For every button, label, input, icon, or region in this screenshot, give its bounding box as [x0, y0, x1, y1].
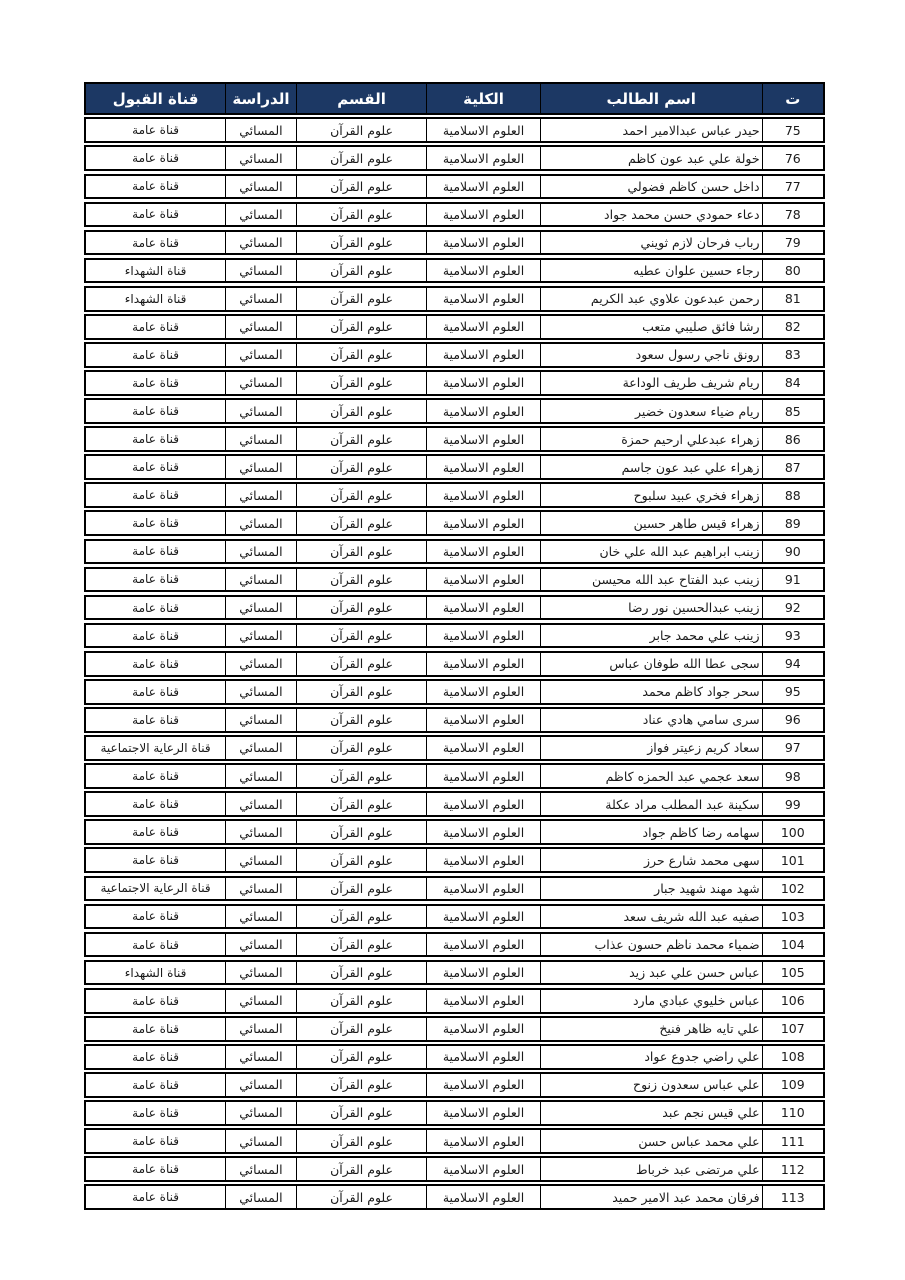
- row-number-cell: 87: [784, 459, 801, 475]
- admission-channel-cell: قناة عامة: [86, 709, 226, 731]
- admission-channel-cell: قناة عامة: [86, 512, 226, 534]
- department-cell: علوم القرآن: [297, 204, 427, 226]
- department-cell: علوم القرآن: [297, 821, 427, 843]
- table-row: [84, 370, 825, 396]
- department-cell: علوم القرآن: [297, 849, 427, 871]
- row-number-cell: 102: [780, 880, 805, 896]
- student-name-cell: زهراء قيس طاهر حسين: [541, 512, 763, 534]
- college-cell: العلوم الاسلامية: [427, 1102, 540, 1124]
- student-name-cell: دعاء حمودي حسن محمد جواد: [541, 204, 763, 226]
- study-type-cell: المسائي: [226, 849, 297, 871]
- admission-channel-cell: قناة عامة: [86, 1018, 226, 1040]
- admission-channel-cell: قناة عامة: [86, 597, 226, 619]
- row-number-cell: 79: [784, 235, 801, 251]
- department-cell: علوم القرآن: [297, 1018, 427, 1040]
- table-row: [84, 1016, 825, 1042]
- department-cell: علوم القرآن: [297, 1046, 427, 1068]
- college-cell: العلوم الاسلامية: [427, 119, 540, 141]
- row-number-cell: 75: [784, 122, 801, 138]
- college-cell: العلوم الاسلامية: [427, 849, 540, 871]
- admission-channel-cell: قناة الرعاية الاجتماعية: [86, 737, 226, 759]
- admission-channel-cell: قناة عامة: [86, 681, 226, 703]
- admission-channel-cell: قناة عامة: [86, 316, 226, 338]
- college-cell: العلوم الاسلامية: [427, 878, 540, 900]
- table-row: [84, 763, 825, 789]
- row-number-cell: 81: [784, 291, 801, 307]
- admission-channel-cell: قناة عامة: [86, 372, 226, 394]
- admission-channel-cell: قناة عامة: [86, 821, 226, 843]
- department-cell: علوم القرآن: [297, 625, 427, 647]
- table-row: [84, 1156, 825, 1182]
- study-type-cell: المسائي: [226, 681, 297, 703]
- admission-channel-cell: قناة الشهداء: [86, 288, 226, 310]
- study-type-cell: المسائي: [226, 400, 297, 422]
- department-cell: علوم القرآن: [297, 1186, 427, 1208]
- table-row: [84, 791, 825, 817]
- study-type-cell: المسائي: [226, 1046, 297, 1068]
- study-type-cell: المسائي: [226, 597, 297, 619]
- department-cell: علوم القرآن: [297, 512, 427, 534]
- student-name-cell: زهراء فخري عبيد سلبوح: [541, 484, 763, 506]
- table-row: [84, 1184, 825, 1210]
- header-number: ت: [785, 89, 801, 108]
- college-cell: العلوم الاسلامية: [427, 1186, 540, 1208]
- student-name-cell: علي قيس نجم عبد: [541, 1102, 763, 1124]
- student-name-cell: سهامه رضا كاظم جواد: [541, 821, 763, 843]
- student-name-cell: عباس حسن علي عبد زيد: [541, 962, 763, 984]
- student-name-cell: رحمن عبدعون علاوي عبد الكريم: [541, 288, 763, 310]
- student-name-cell: سحر جواد كاظم محمد: [541, 681, 763, 703]
- table-row: [84, 117, 825, 143]
- student-name-cell: فرقان محمد عبد الامير حميد: [541, 1186, 763, 1208]
- row-number-cell: 104: [780, 937, 805, 952]
- row-number-cell: 98: [784, 768, 801, 784]
- table-row: [84, 707, 825, 733]
- college-cell: العلوم الاسلامية: [427, 1046, 540, 1068]
- student-name-cell: علي مرتضى عبد خرباط: [541, 1158, 763, 1180]
- study-type-cell: المسائي: [226, 428, 297, 450]
- department-cell: علوم القرآن: [297, 1102, 427, 1124]
- row-number-cell: 86: [784, 431, 801, 447]
- students-table: [84, 82, 825, 1210]
- college-cell: العلوم الاسلامية: [427, 990, 540, 1012]
- table-row: [84, 286, 825, 312]
- header-department: القسم: [297, 84, 427, 113]
- table-row: [84, 426, 825, 452]
- table-row: [84, 847, 825, 873]
- department-cell: علوم القرآن: [297, 147, 427, 169]
- study-type-cell: المسائي: [226, 906, 297, 928]
- row-number-cell: 95: [784, 684, 801, 700]
- student-name-cell: علي محمد عباس حسن: [541, 1130, 763, 1152]
- college-cell: العلوم الاسلامية: [427, 232, 540, 254]
- row-number-cell: 108: [780, 1049, 805, 1065]
- study-type-cell: المسائي: [226, 625, 297, 647]
- table-row: [84, 735, 825, 761]
- row-number-cell: 94: [784, 656, 801, 672]
- admission-channel-cell: قناة عامة: [86, 400, 226, 422]
- table-row: [84, 510, 825, 536]
- student-name-cell: زهراء علي عبد عون جاسم: [541, 456, 763, 478]
- college-cell: العلوم الاسلامية: [427, 1074, 540, 1096]
- college-cell: العلوم الاسلامية: [427, 372, 540, 394]
- department-cell: علوم القرآن: [297, 709, 427, 731]
- admission-channel-cell: قناة عامة: [86, 793, 226, 815]
- college-cell: العلوم الاسلامية: [427, 681, 540, 703]
- study-type-cell: المسائي: [226, 709, 297, 731]
- admission-channel-cell: قناة عامة: [86, 1046, 226, 1068]
- college-cell: العلوم الاسلامية: [427, 344, 540, 366]
- study-type-cell: المسائي: [226, 765, 297, 787]
- study-type-cell: المسائي: [226, 934, 297, 956]
- student-name-cell: سعاد كريم زعيتر فواز: [541, 737, 763, 759]
- department-cell: علوم القرآن: [297, 316, 427, 338]
- department-cell: علوم القرآن: [297, 1158, 427, 1180]
- study-type-cell: المسائي: [226, 456, 297, 478]
- college-cell: العلوم الاسلامية: [427, 512, 540, 534]
- study-type-cell: المسائي: [226, 147, 297, 169]
- student-name-cell: حيدر عباس عبدالامير احمد: [541, 119, 763, 141]
- student-name-cell: زينب عبد الفتاح عبد الله محيسن: [541, 569, 763, 591]
- table-row: [84, 1044, 825, 1070]
- study-type-cell: المسائي: [226, 1102, 297, 1124]
- row-number-cell: 112: [780, 1161, 805, 1177]
- table-row: [84, 1072, 825, 1098]
- college-cell: العلوم الاسلامية: [427, 1130, 540, 1152]
- college-cell: العلوم الاسلامية: [427, 204, 540, 226]
- table-row: [84, 342, 825, 368]
- student-name-cell: علي تايه ظاهر فنيخ: [541, 1018, 763, 1040]
- student-name-cell: سهى محمد شارع حرز: [541, 849, 763, 871]
- study-type-cell: المسائي: [226, 176, 297, 198]
- row-number-cell: 82: [784, 319, 801, 335]
- admission-channel-cell: قناة عامة: [86, 849, 226, 871]
- admission-channel-cell: قناة عامة: [86, 541, 226, 563]
- college-cell: العلوم الاسلامية: [427, 316, 540, 338]
- row-number-cell: 111: [780, 1133, 805, 1149]
- college-cell: العلوم الاسلامية: [427, 484, 540, 506]
- admission-channel-cell: قناة عامة: [86, 176, 226, 198]
- table-row: [84, 904, 825, 930]
- row-number-cell: 91: [784, 571, 801, 587]
- college-cell: العلوم الاسلامية: [427, 147, 540, 169]
- department-cell: علوم القرآن: [297, 737, 427, 759]
- table-row: [84, 482, 825, 508]
- college-cell: العلوم الاسلامية: [427, 569, 540, 591]
- row-number-cell: 103: [780, 908, 805, 924]
- admission-channel-cell: قناة عامة: [86, 484, 226, 506]
- table-row: [84, 595, 825, 621]
- admission-channel-cell: قناة عامة: [86, 653, 226, 675]
- table-row: [84, 932, 825, 958]
- student-name-cell: زينب عبدالحسين نور رضا: [541, 597, 763, 619]
- student-name-cell: سكينة عبد المطلب مراد عكلة: [541, 793, 763, 815]
- row-number-cell: 100: [780, 824, 805, 840]
- admission-channel-cell: قناة عامة: [86, 569, 226, 591]
- department-cell: علوم القرآن: [297, 400, 427, 422]
- college-cell: العلوم الاسلامية: [427, 906, 540, 928]
- study-type-cell: المسائي: [226, 1074, 297, 1096]
- row-number-cell: 92: [784, 600, 801, 616]
- row-number-cell: 88: [784, 487, 801, 503]
- college-cell: العلوم الاسلامية: [427, 765, 540, 787]
- row-number-cell: 85: [784, 403, 801, 419]
- admission-channel-cell: قناة عامة: [86, 765, 226, 787]
- college-cell: العلوم الاسلامية: [427, 176, 540, 198]
- row-number-cell: 90: [784, 543, 801, 559]
- college-cell: العلوم الاسلامية: [427, 541, 540, 563]
- admission-channel-cell: قناة عامة: [86, 934, 226, 956]
- row-number-cell: 110: [780, 1105, 805, 1121]
- admission-channel-cell: قناة عامة: [86, 119, 226, 141]
- student-name-cell: زهراء عبدعلي ارحيم حمزة: [541, 428, 763, 450]
- admission-channel-cell: قناة عامة: [86, 204, 226, 226]
- table-row: [84, 454, 825, 480]
- department-cell: علوم القرآن: [297, 260, 427, 282]
- header-admission-channel: قناة القبول: [86, 84, 226, 113]
- row-number-cell: 99: [784, 796, 801, 812]
- study-type-cell: المسائي: [226, 737, 297, 759]
- table-row: [84, 960, 825, 986]
- college-cell: العلوم الاسلامية: [427, 653, 540, 675]
- admission-channel-cell: قناة عامة: [86, 232, 226, 254]
- college-cell: العلوم الاسلامية: [427, 821, 540, 843]
- study-type-cell: المسائي: [226, 793, 297, 815]
- admission-channel-cell: قناة عامة: [86, 428, 226, 450]
- college-cell: العلوم الاسلامية: [427, 625, 540, 647]
- student-name-cell: داخل حسن كاظم فضولي: [541, 176, 763, 198]
- department-cell: علوم القرآن: [297, 765, 427, 787]
- department-cell: علوم القرآن: [297, 344, 427, 366]
- student-name-cell: رباب فرحان لازم ثويني: [541, 232, 763, 254]
- college-cell: العلوم الاسلامية: [427, 1018, 540, 1040]
- admission-channel-cell: قناة عامة: [86, 1130, 226, 1152]
- admission-channel-cell: قناة عامة: [86, 1158, 226, 1180]
- student-name-cell: شهد مهند شهيد جبار: [541, 878, 763, 900]
- department-cell: علوم القرآن: [297, 597, 427, 619]
- department-cell: علوم القرآن: [297, 456, 427, 478]
- table-row: [84, 398, 825, 424]
- student-name-cell: عباس خليوي عبادي مارد: [541, 990, 763, 1012]
- study-type-cell: المسائي: [226, 541, 297, 563]
- table-row: [84, 1100, 825, 1126]
- student-name-cell: رونق ناجي رسول سعود: [541, 344, 763, 366]
- study-type-cell: المسائي: [226, 316, 297, 338]
- row-number-cell: 113: [780, 1189, 805, 1205]
- study-type-cell: المسائي: [226, 1018, 297, 1040]
- study-type-cell: المسائي: [226, 653, 297, 675]
- table-header-row: [84, 82, 825, 115]
- row-number-cell: 84: [784, 375, 801, 391]
- table-row: [84, 202, 825, 228]
- department-cell: علوم القرآن: [297, 288, 427, 310]
- row-number-cell: 96: [784, 712, 801, 728]
- header-study-type: الدراسة: [226, 84, 297, 113]
- row-number-cell: 107: [780, 1021, 805, 1037]
- row-number-cell: 89: [784, 515, 801, 531]
- admission-channel-cell: قناة عامة: [86, 1186, 226, 1208]
- admission-channel-cell: قناة عامة: [86, 906, 226, 928]
- table-row: [84, 230, 825, 256]
- study-type-cell: المسائي: [226, 372, 297, 394]
- admission-channel-cell: قناة عامة: [86, 344, 226, 366]
- study-type-cell: المسائي: [226, 119, 297, 141]
- table-row: [84, 1128, 825, 1154]
- department-cell: علوم القرآن: [297, 878, 427, 900]
- college-cell: العلوم الاسلامية: [427, 962, 540, 984]
- admission-channel-cell: قناة الشهداء: [86, 260, 226, 282]
- department-cell: علوم القرآن: [297, 1130, 427, 1152]
- college-cell: العلوم الاسلامية: [427, 793, 540, 815]
- student-name-cell: ضمياء محمد ناظم حسون عذاب: [541, 934, 763, 956]
- row-number-cell: 105: [780, 965, 805, 981]
- header-college: الكلية: [427, 84, 540, 113]
- department-cell: علوم القرآن: [297, 541, 427, 563]
- department-cell: علوم القرآن: [297, 484, 427, 506]
- department-cell: علوم القرآن: [297, 962, 427, 984]
- admission-channel-cell: قناة عامة: [86, 1074, 226, 1096]
- department-cell: علوم القرآن: [297, 119, 427, 141]
- student-name-cell: رشا فائق صليبي متعب: [541, 316, 763, 338]
- student-name-cell: سرى سامي هادي عناد: [541, 709, 763, 731]
- row-number-cell: 80: [784, 263, 801, 279]
- admission-channel-cell: قناة الشهداء: [86, 962, 226, 984]
- department-cell: علوم القرآن: [297, 681, 427, 703]
- row-number-cell: 106: [780, 993, 805, 1009]
- study-type-cell: المسائي: [226, 878, 297, 900]
- student-name-cell: ريام ضياء سعدون خضير: [541, 400, 763, 422]
- admission-channel-cell: قناة عامة: [86, 147, 226, 169]
- study-type-cell: المسائي: [226, 484, 297, 506]
- student-name-cell: علي عباس سعدون زنوح: [541, 1074, 763, 1096]
- department-cell: علوم القرآن: [297, 569, 427, 591]
- department-cell: علوم القرآن: [297, 176, 427, 198]
- table-row: [84, 988, 825, 1014]
- table-row: [84, 539, 825, 565]
- department-cell: علوم القرآن: [297, 372, 427, 394]
- admission-channel-cell: قناة عامة: [86, 625, 226, 647]
- college-cell: العلوم الاسلامية: [427, 260, 540, 282]
- study-type-cell: المسائي: [226, 344, 297, 366]
- table-row: [84, 174, 825, 200]
- college-cell: العلوم الاسلامية: [427, 288, 540, 310]
- row-number-cell: 83: [784, 347, 801, 363]
- row-number-cell: 76: [784, 150, 801, 166]
- study-type-cell: المسائي: [226, 1186, 297, 1208]
- department-cell: علوم القرآن: [297, 934, 427, 956]
- row-number-cell: 97: [784, 740, 801, 756]
- study-type-cell: المسائي: [226, 1130, 297, 1152]
- study-type-cell: المسائي: [226, 990, 297, 1012]
- student-name-cell: علي راضي جدوع عواد: [541, 1046, 763, 1068]
- student-name-cell: ريام شريف طريف الوداعة: [541, 372, 763, 394]
- row-number-cell: 109: [780, 1077, 805, 1093]
- college-cell: العلوم الاسلامية: [427, 934, 540, 956]
- admission-channel-cell: قناة عامة: [86, 990, 226, 1012]
- row-number-cell: 101: [780, 852, 805, 868]
- table-row: [84, 258, 825, 284]
- study-type-cell: المسائي: [226, 204, 297, 226]
- college-cell: العلوم الاسلامية: [427, 428, 540, 450]
- college-cell: العلوم الاسلامية: [427, 737, 540, 759]
- college-cell: العلوم الاسلامية: [427, 1158, 540, 1180]
- study-type-cell: المسائي: [226, 962, 297, 984]
- admission-channel-cell: قناة عامة: [86, 456, 226, 478]
- study-type-cell: المسائي: [226, 512, 297, 534]
- table-row: [84, 651, 825, 677]
- student-name-cell: زينب ابراهيم عبد الله علي خان: [541, 541, 763, 563]
- student-name-cell: سعد عجمي عبد الحمزه كاظم: [541, 765, 763, 787]
- table-row: [84, 623, 825, 649]
- header-student-name: اسم الطالب: [541, 84, 763, 113]
- study-type-cell: المسائي: [226, 288, 297, 310]
- student-name-cell: صفيه عبد الله شريف سعد: [541, 906, 763, 928]
- department-cell: علوم القرآن: [297, 653, 427, 675]
- student-name-cell: رجاء حسين علوان عطيه: [541, 260, 763, 282]
- department-cell: علوم القرآن: [297, 1074, 427, 1096]
- table-row: [84, 145, 825, 171]
- college-cell: العلوم الاسلامية: [427, 400, 540, 422]
- table-row: [84, 679, 825, 705]
- department-cell: علوم القرآن: [297, 232, 427, 254]
- department-cell: علوم القرآن: [297, 428, 427, 450]
- college-cell: العلوم الاسلامية: [427, 456, 540, 478]
- table-row: [84, 314, 825, 340]
- table-body: [84, 117, 825, 1210]
- row-number-cell: 78: [784, 206, 801, 222]
- college-cell: العلوم الاسلامية: [427, 597, 540, 619]
- study-type-cell: المسائي: [226, 232, 297, 254]
- table-row: [84, 876, 825, 902]
- study-type-cell: المسائي: [226, 1158, 297, 1180]
- student-name-cell: زينب علي محمد جابر: [541, 625, 763, 647]
- table-row: [84, 819, 825, 845]
- study-type-cell: المسائي: [226, 569, 297, 591]
- table-row: [84, 567, 825, 593]
- row-number-cell: 77: [784, 178, 801, 194]
- department-cell: علوم القرآن: [297, 906, 427, 928]
- admission-channel-cell: قناة عامة: [86, 1102, 226, 1124]
- row-number-cell: 93: [784, 628, 801, 644]
- study-type-cell: المسائي: [226, 260, 297, 282]
- college-cell: العلوم الاسلامية: [427, 709, 540, 731]
- study-type-cell: المسائي: [226, 821, 297, 843]
- admission-channel-cell: قناة الرعاية الاجتماعية: [86, 878, 226, 900]
- student-name-cell: سجى عطا الله طوفان عباس: [541, 653, 763, 675]
- student-name-cell: خولة علي عبد عون كاظم: [541, 147, 763, 169]
- department-cell: علوم القرآن: [297, 793, 427, 815]
- department-cell: علوم القرآن: [297, 990, 427, 1012]
